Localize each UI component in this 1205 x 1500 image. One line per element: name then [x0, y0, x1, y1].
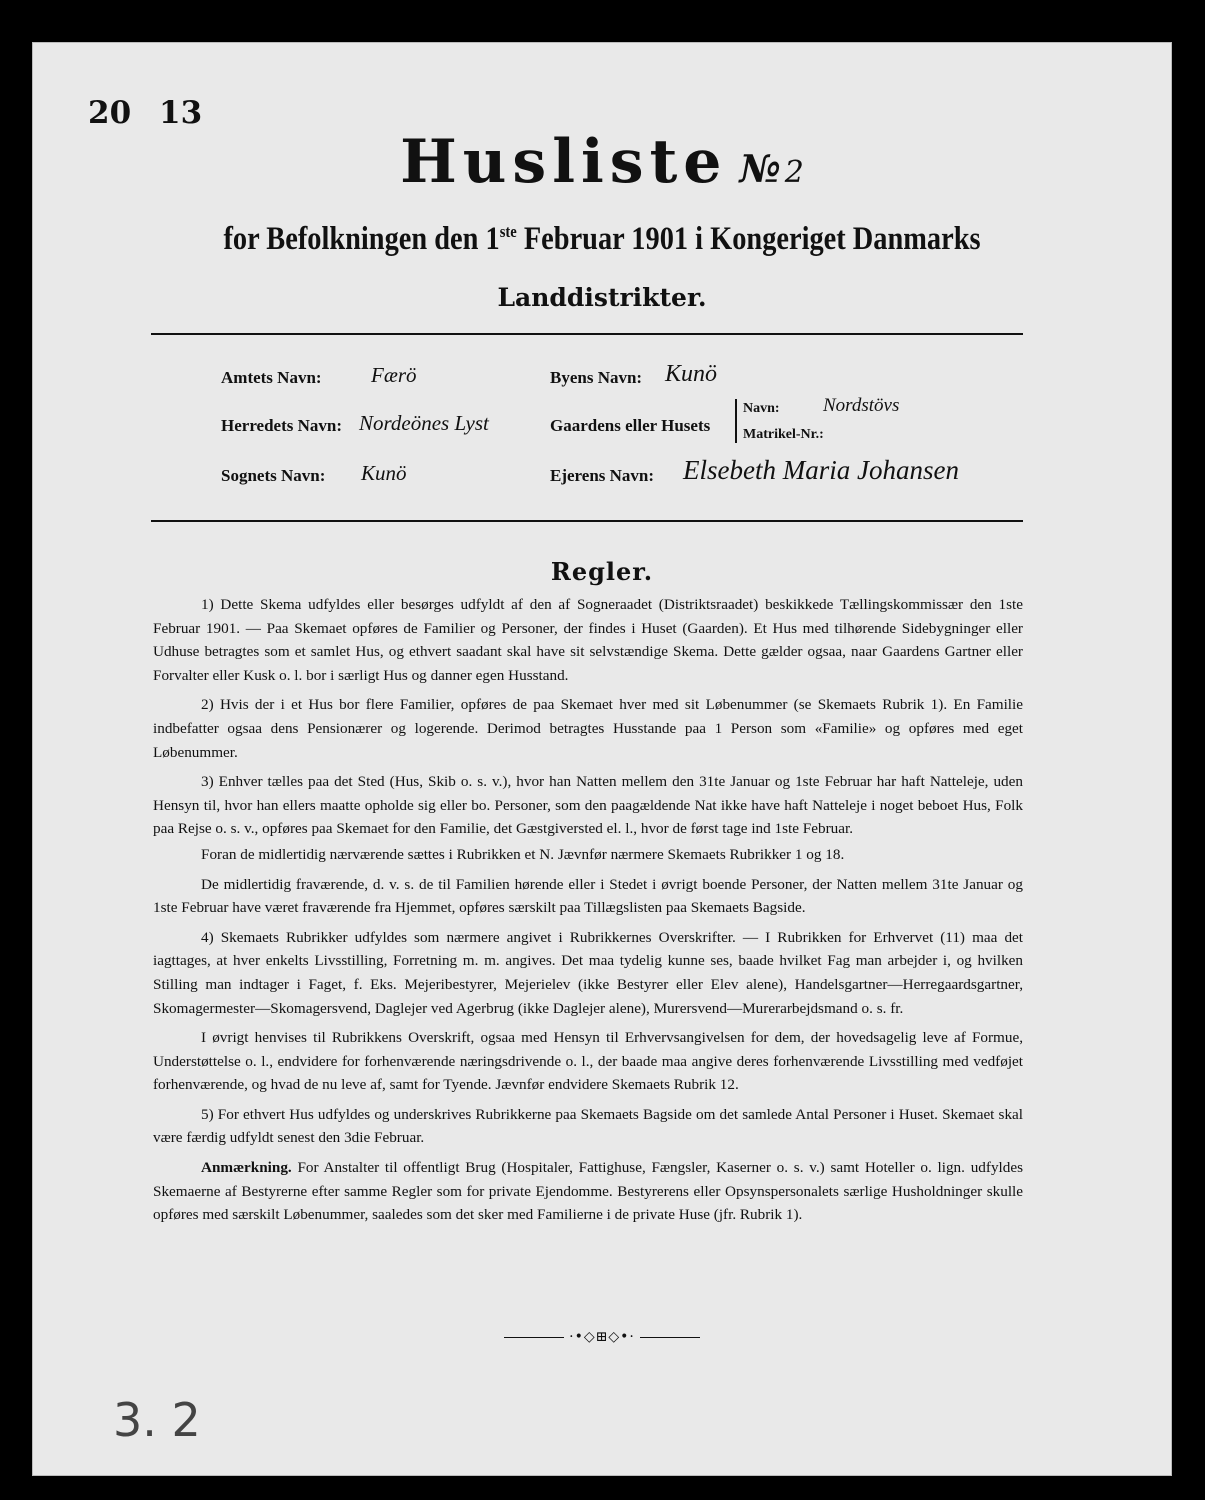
form-subtitle — [113, 221, 1092, 258]
amt-label: Amtets Navn: — [221, 368, 322, 387]
ejer-value: Elsebeth Maria Johansen — [683, 455, 959, 485]
ejer-label: Ejerens Navn: — [550, 466, 655, 485]
ornament-glyph: ·•◇⊞◇•· — [569, 1329, 635, 1345]
rule-paragraph: I øvrigt henvises til Rubrikkens Overskrift, ogsaa med Hensyn til Erhvervsangivelsen for dem, der hovedsagelig leve af Formue, Understøttelse o. l., endvidere for forhenværende næringsdrivende o. l., der baade maa angive deres forhenværende Livsstilling med vedføjet forhenværende, og hvad de nu leve af, samt for Tyende. Jævnfør endvidere Skemaets Rubrik 12. — [153, 1029, 1023, 1094]
herred-label: Herredets Navn: — [221, 416, 343, 435]
title-text: Husliste — [400, 127, 728, 197]
note-text: For Anstalter til offentligt Brug (Hospitaler, Fattighuse, Fængsler, Kaserner o. s. v.) samt Hoteller o. lign. udfyldes Skemaerne af Bestyrerne efter samme Regler som for private Ejendomme. Bestyrerens eller Opsynspersonalets særlige Husholdninger skulle opføres med særskilt Løbenummer, saaledes som det sker med Familierne i de private Huse (jfr. Rubrik 1). — [153, 1159, 1023, 1224]
rules-body — [153, 593, 1023, 1233]
note-paragraph — [153, 1156, 1023, 1227]
subtitle-pre: for Befolkningen den 1 — [223, 221, 500, 257]
corner-number-right: 13 — [159, 95, 203, 131]
herred-value: Nordeönes Lyst — [359, 411, 489, 435]
navn-value: Nordstövs — [823, 395, 900, 416]
rule-paragraph: 3) Enhver tælles paa det Sted (Hus, Skib o. s. v.), hvor han Natten mellem den 31te Januar og 1ste Februar har haft Natteleje, uden Hensyn til, hvor han ellers maatte opholde sig eller bo. Personer, som den paagældende Nat ikke have haft Natteleje i noget beboet Hus, Folk paa Rejse o. s. v., opføres paa Skemaet for den Familie, det Gæstgiversted el. l., hvor de først tage ind 1ste Februar. — [153, 773, 1023, 838]
fields-divider — [151, 520, 1023, 522]
ornament-line-right — [640, 1337, 700, 1338]
ornament-line-left — [504, 1337, 564, 1338]
district-heading: Landdistrikter. — [497, 283, 707, 312]
number-label: № — [739, 146, 781, 191]
gaard-label: Gaardens eller Husets — [550, 416, 711, 435]
ornament — [33, 1329, 1171, 1345]
number-value: 2 — [784, 155, 804, 190]
rule-paragraph: 4) Skemaets Rubrikker udfyldes som nærmere angivet i Rubrikkernes Overskrifter. — I Rubrikken for Erhvervet (11) maa det iagttages, at hver enkelts Livsstilling, Forretning m. m. angives. Det maa tydelig kunne ses, baade hvilket Fag man arbejder i, og hvilken Stilling man indtager i Faget, f. Eks. Mejeribestyrer, Mejerielev (ikke Bestyrer eller Elev alene), Handelsgartner—Herregaardsgartner, Skomagermester—Skomagersvend, Daglejer ved Agerbrug (ikke Daglejer alene), Murersvend—Murerarbejdsmand o. s. fr. — [153, 928, 1023, 1017]
navn-label: Navn: — [743, 401, 780, 416]
corner-number-left: 20 — [88, 95, 132, 131]
subtitle-post: Februar 1901 i Kongeriget Danmarks — [523, 221, 981, 257]
amt-value: Færö — [371, 363, 417, 387]
top-divider — [151, 333, 1023, 335]
note-label: Anmærkning. — [201, 1159, 292, 1177]
rules-title: Regler. — [550, 557, 654, 586]
by-value: Kunö — [665, 361, 718, 387]
rule-paragraph: 2) Hvis der i et Hus bor flere Familier, opføres de paa Skemaet hver med sit Løbenummer (se Skemaets Rubrik 1). En Familie indbefatter ogsaa dens Pensionærer og logerende. Derimod betragtes Husstande paa 1 Person som «Familie» og opføres med eget Løbenummer. — [153, 696, 1023, 761]
form-title — [33, 127, 1171, 197]
census-form-page — [32, 42, 1172, 1476]
sogn-value: Kunö — [361, 461, 407, 485]
rule-paragraph: Foran de midlertidig nærværende sættes i Rubrikken et N. Jævnfør nærmere Skemaets Rubrikker 1 og 18. — [201, 845, 845, 863]
by-label: Byens Navn: — [550, 368, 643, 387]
rule-paragraph: De midlertidig fraværende, d. v. s. de til Familien hørende eller i Stedet i øvrigt boende Personer, der Natten mellem 31te Januar og 1ste Februar have været fraværende fra Hjemmet, opføres særskilt paa Tillægslisten paa Skemaets Bagside. — [153, 875, 1023, 917]
rule-paragraph: 1) Dette Skema udfyldes eller besørges udfyldt af den af Sogneraadet (Distriktsraadet) beskikkede Tællingskommissær den 1ste Februar 1901. — Paa Skemaet opføres de Familier og Personer, der findes i Huset (Gaarden). Et Hus med tilhørende Sidebygninger eller Udhuse betragtes som et samlet Hus, og ethvert saadant skal have sit selvstændige Skema. Dette gælder ogsaa, naar Gaardens Gartner eller Forvalter eller Kusk o. l. bor i særligt Hus og danner egen Husstand. — [153, 596, 1023, 684]
field-brace — [735, 399, 737, 443]
pencil-note: 3. 2 — [113, 1393, 201, 1447]
matrikel-label: Matrikel-Nr.: — [743, 427, 824, 442]
sogn-label: Sognets Navn: — [221, 466, 326, 485]
subtitle-sup: ste — [499, 222, 517, 241]
rule-paragraph: 5) For ethvert Hus udfyldes og underskrives Rubrikkerne paa Skemaets Bagside om det samlede Antal Personer i Huset. Skemaet skal være færdig udfyldt senest den 3die Februar. — [153, 1105, 1023, 1147]
